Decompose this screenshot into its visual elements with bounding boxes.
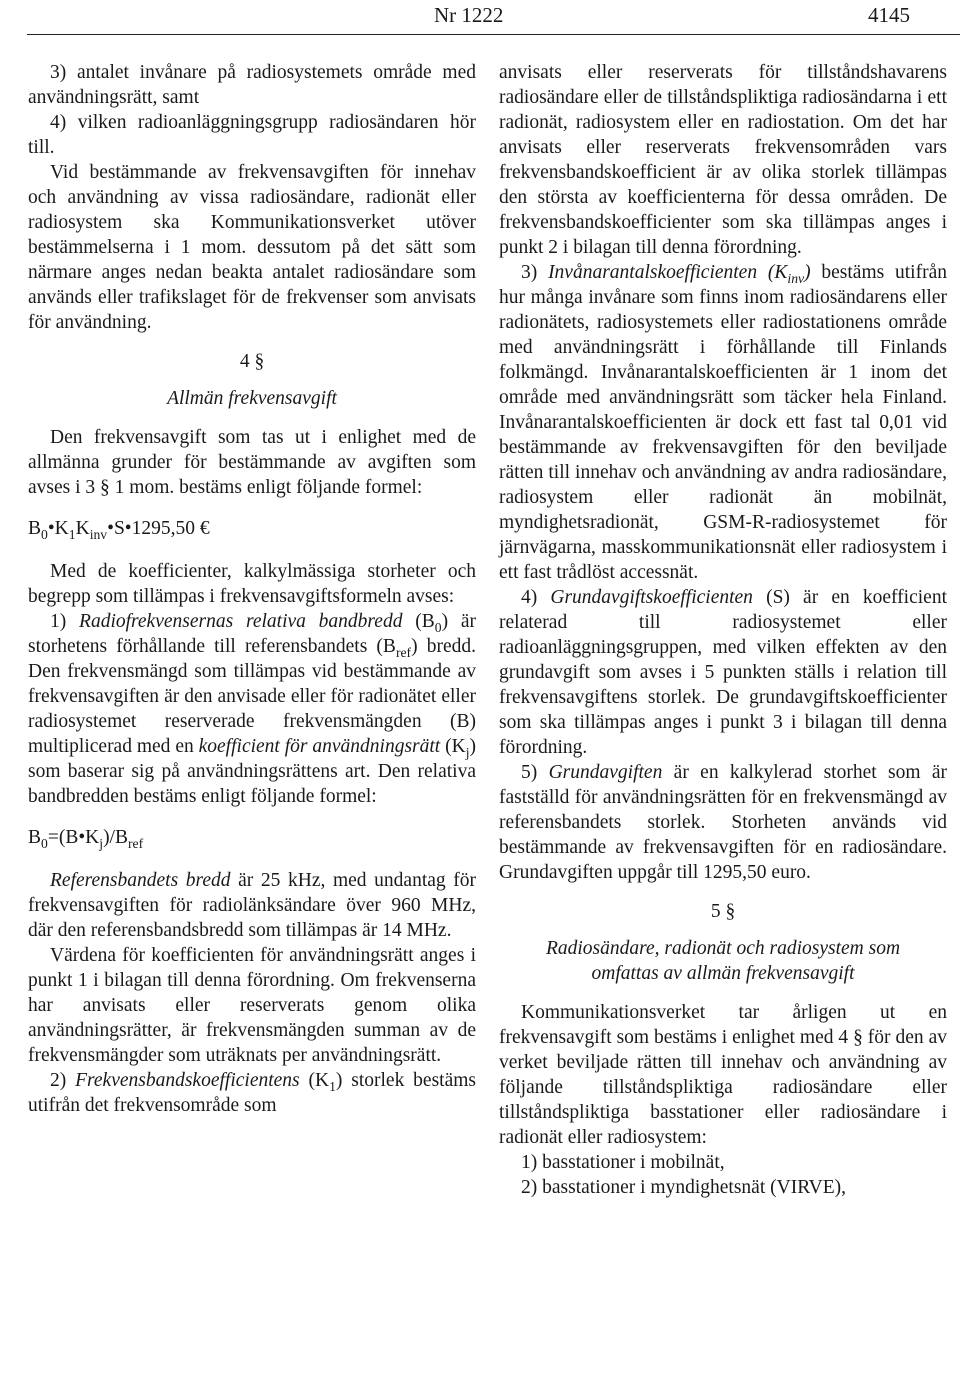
paragraph: 3) antalet invånare på radiosystemets område med användningsrätt, samt — [28, 62, 476, 108]
fee-formula: $B_0•K_1K_{inv}•S•1295,50$ € — [28, 518, 210, 542]
section-heading: Allmän frekvensavgift — [167, 388, 337, 409]
right-column — [499, 60, 947, 1200]
issue-number: Nr 1222 — [434, 3, 504, 27]
paragraph: Vid bestämmande av frekvensavgiften för innehav och användning av vissa radiosändare, radionät eller radiosystem ska Kommunikationsverket utöver bestämmelserna i 1 mom. dessutom på det sätt som närmare anges nedan beakta antalet radiosändare som används eller trafikslaget för de frekvenser som anvisats för användning. — [28, 162, 476, 333]
section-number: 5 § — [710, 901, 736, 922]
paragraph: Kommunikationsverket tar årligen ut en frekvensavgift som bestäms i enlighet med 4 § för den av verket beviljade rätten till innehav och användning av följande tillståndspliktiga radiosändare eller tillståndspliktiga basstationer eller radiosändare i radionät eller radiosystem: — [499, 1002, 947, 1148]
list-item: 2) basstationer i myndighetsnät (VIRVE), — [521, 1177, 846, 1198]
section-heading: Radiosändare, radionät och radiosystem som omfattas av allmän frekvensavgift — [545, 938, 901, 984]
paragraph: Den frekvensavgift som tas ut i enlighet med de allmänna grunder för bestämmande av avgiften som avses i 3 § 1 mom. bestäms enligt följande formel: — [28, 427, 476, 498]
paragraph: Värdena för koefficienten för användningsrätt anges i punkt 1 i bilagan till denna förordning. Om frekvenserna har anvisats eller reserverats genom olika användningsrätter, är frekvensmängden summan av de frekvensmängder som uträknats per användningsrätt. — [28, 945, 476, 1066]
paragraph: 5) Grundavgiften är en kalkylerad storhet som är fastställd för användningsrätten för en frekvensmängd av referensbandets storlek. Storheten används vid bestämmande av frekvensavgiften för en radiosändare. Grundavgiften uppgår till 1295,50 euro. — [499, 762, 947, 883]
paragraph: Referensbandets bredd är 25 kHz, med undantag för frekvensavgiften för radiolänksändare över 960 MHz, där den referensbandsbredd som tillämpas är 14 MHz. — [28, 870, 476, 941]
bandwidth-formula: $B_0=(B•K_j)/B_{ref}$ — [28, 827, 144, 851]
paragraph: 3) Invånarantalskoefficienten $(K_{inv})$ bestäms utifrån hur många invånare som finns inom radiosändarens eller radionätets, radiosystemets eller radiostationens område med användningsrätt i förhållande till Finlands folkmängd. Invånarantalskoefficienten är 1 inom det område med användningsrätt som täcker hela Finland. Invånarantalskoefficienten är dock ett fast tal 0,01 vid bestämmande av frekvensavgiften för den beviljade rätten till innehav och användning av andra radiosändare, radiosystem eller radionät än mobilnät, myndighetsradionät, GSM-R-radiosystemet för järnvägarna, masskommunikationsnät eller radiosystem i ett fast trådlöst accessnät. — [499, 262, 947, 583]
paragraph: Med de koefficienter, kalkylmässiga storheter och begrepp som tillämpas i frekvensavgiftsformeln avses: — [28, 561, 476, 607]
header-rule — [27, 34, 960, 35]
paragraph: anvisats eller reserverats för tillståndshavarens radiosändare eller de tillståndspliktiga radiosändarna i ett radionät, radiosystem eller en radiostation. Om det har anvisats eller reserverats frekvensområden vars frekvensbandskoefficient är av olika storlek tillämpas den största av koefficienterna för dessa områden. De frekvensbandskoefficienter som ska tillämpas anges i punkt 2 i bilagan till denna förordning. — [499, 62, 947, 258]
section-number: 4 § — [239, 351, 265, 372]
paragraph: 4) vilken radioanläggningsgrupp radiosändaren hör till. — [28, 112, 476, 158]
paragraph: 4) Grundavgiftskoefficienten (S) är en koefficient relaterad till radiosystemet eller radioanläggningsgruppen, med vilken effekten av den grundavgift som avses i 5 punkten ställs i relation till frekvensavgiftens storlek. De grundavgiftskoefficienter som ska tillämpas anges i punkt 3 i bilagan till denna förordning. — [499, 587, 947, 758]
page-number: 4145 — [868, 3, 910, 27]
left-column — [28, 60, 476, 1118]
paragraph: 2) Frekvensbandskoefficientens $(K_1)$ storlek bestäms utifrån det frekvensområde som — [28, 1070, 477, 1116]
paragraph: 1) Radiofrekvensernas relativa bandbredd $(B_0)$ är storhetens förhållande till referensbandets $(B_{ref})$ bredd. Den frekvensmängd som tillämpas vid bestämmande av frekvensavgiften är den anvisade eller för radionätet eller radiosystemet reserverade frekvensmängden (B) multiplicerad med en koefficient för användningsrätt $(K_j)$ som baserar sig på användningsrättens art. Den relativa bandbredden bestäms enligt följande formel: — [28, 611, 476, 807]
list-item: 1) basstationer i mobilnät, — [521, 1152, 725, 1173]
